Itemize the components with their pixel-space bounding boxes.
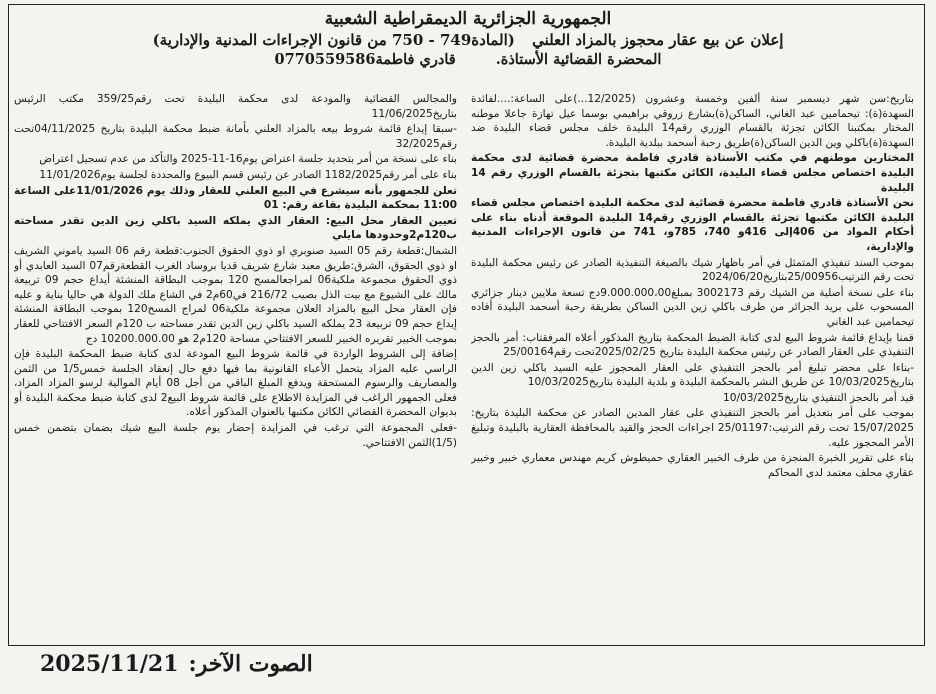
republic-title: الجمهورية الجزائرية الديمقراطية الشعبية	[324, 9, 612, 29]
paragraph: بموجب السند تنفيذي المتمثل في أمر باظهار شيك بالصيغة التنفيذية الصادر عن رئيس محكمة البليدة تحت رقم الترتيب25/00956بتاريخ2024/06/20	[471, 256, 914, 284]
paragraph: بناء على تقرير الخبرة المنجزة من طرف الخبير العقاري حميطوش كريم مهندس معماري خبير وخبير عقاري محلف معتمد لدى المحاكم	[471, 452, 914, 479]
paragraph: تعلن للجمهور بأنه سيشرع في البيع العلني للعقار وذلك يوم 11/01/2026على الساعة 11:00 بمحكمة البليدة بقاعة رقم: 01	[14, 184, 457, 212]
right-column	[471, 92, 914, 640]
paragraph: -فعلى المجموعة التي ترغب في المزايدة إحضار يوم جلسة البيع شيك بضمان بتضمن خمس (1/5)الثمن الافتتاحي.	[14, 422, 457, 449]
left-column	[14, 92, 457, 640]
bailiff-line	[30, 50, 906, 70]
paragraph: إضافة إلى الشروط الواردة في قائمة شروط البيع المودعة لدى كتابة ضبط المحكمة البليدة فإن الراسي عليه المزاد يتحمل الأعباء القانونية بما فيها دفع حال إنعقاد الجلسة خمس1/5 من الثمن والمصاريف والرسوم المستحقة ويدفع المبلغ الباقي من أجل 08 أيام الموالية لرسو المزاد المزاد، فعلى الجمهور الراغب في المزايدة الاطلاع على قائمة شروط البيع2 لدى كتابة ضبط محكمة البليدة أو بديوان المحضرة القضائي الكائن مكتبها بالعنوان المذكور أعلاه.	[14, 348, 457, 419]
paragraph: -بناءا على محضر تبليغ أمر بالحجز التنفيذي على العقار المحجوز عليه السيد باكلي زين الدين بتاريخ10/03/2025 عن طريق النشر بالمحكمة البليدة و بلدية البليدة بتاريخ10/03/2025	[471, 361, 914, 389]
paragraph: بموجب على أمر بتعديل أمر بالحجز التنفيذي على عقار المدين الصادر عن محكمة البليدة بتاريخ: 15/07/2025 تحت رقم الترتيب:25/01197 اجراءات الحجز والقيد بالمحافظة العقارية بالبليدة وتبليغ الأمر المحجوز عليه.	[471, 407, 914, 449]
title-article: (المادة749 - 750 من قانون الإجراءات المدنية والإدارية)	[152, 31, 515, 49]
paragraph: بناء على أمر رقم1182/2025 الصادر عن رئيس قسم البيوع والمحددة لجلسة يوم11/01/2026	[39, 168, 457, 181]
paragraph: بناء على نسخة أصلية من الشيك رقم 3002173 بمبلغ9.000.000،00دج تسعة ملايين دينار جزائري المسحوب على بريد الجزائر من طرف باكلي زين الدين الساكن بطريقة رحبة أسحمد البليدة أفاده تيحمامين عبد الغاني	[471, 286, 914, 328]
paragraph: الشمال:قطعة رقم 05 السيد صنوبري او ذوي الحقوق الجنوب:قطعة رقم 06 السيد ياموني الشريف او ذوي الحقوق، الشرق:طريق معبد شارع شريف قديا بروساد الغرب القطعةرقم07 السيد العابدي أو ذوي الحقوق مجموعة ملكية06 لمراجعالمسح 120 بموجب البطاقة المنشئة أيداع حجم 09 تربيعة مالك على الشيوع مع بيت الذل بصيب 216/72 في60م2 في الشاع ملك الدولة هي حاليا بناية و عليه فإن العقار محل البيع بالمزاد العلان مجموعة ملكية06 لمراج المسح120 بموجب البطاقة المنشئة إيداع حجم 09 تربيعة 23 يملكه السيد باكلي زين الدين تقدر مساحته ب 120م السعر الافتتاحي للعقار بموجب الخبير تقريره الخبير للسعر الافتتاحي مساحة 120م2 هو 10200.000.00 دج	[14, 244, 457, 345]
paragraph: والمجالس القضائية والمودعة لدى محكمة البليدة تحت رقم359/25 مكتب الرئيس بتاريخ11/06/2025	[14, 93, 457, 120]
publication-name: الصوت الآخر:	[188, 651, 313, 677]
header	[30, 8, 906, 70]
paragraph: بناء على نسخة من أمر بتحديد جلسة اعتراض يوم16-11-2025 والتأكد من عدم تسجيل اعتراض	[39, 153, 457, 166]
publication-date: 2025/11/21	[40, 651, 179, 677]
bailiff-name-phone: قادري فاطمة0770559586	[274, 51, 456, 68]
title-main: إعلان عن بيع عقار محجوز بالمزاد العلني	[532, 31, 784, 49]
announcement-title	[30, 30, 906, 50]
publication-footer	[40, 644, 860, 684]
paragraph: -سبقا إيداع قائمة شروط بيعه بالمزاد العلني بأمانة ضبط محكمة البليدة بتاريخ 04/11/2025تحت رقم32/2025	[14, 123, 457, 150]
paragraph: بتاريخ:سن شهر ديسمبر سنة ألفين وخمسة وعشرون (12/2025...)على الساعة:....لفائدة السهدة(ة): تيحمامين عبد الغاني، الساكن(ة)بشارع زروقي براهيمي بوسما عيل تهازة جاعلا موطنه المختار بمكتبنا الكائن تجزئة بالقسام الوزري رقم14 البليدة خلف مجلس قضاء البليدة ضد السهدة(ة)باكلي وين الدين الساكن(ة)طريق رحبة أسحمد ببلدية البليدة.	[471, 93, 914, 149]
paragraph: نحن الأستاذة قادري فاطمة محضرة قضائية لدى محكمة البليدة اختصاص مجلس قضاء البليدة الكائن مكتبها تجزئة بالقسام الوزري رقم14 البليدة الموقعة أدناه بناء على أحكام المواد من 406إلى 416و 740، 785و، 741 من قانون الإجراءات المدنية والإدارية،	[471, 197, 914, 253]
paragraph: تعيين العقار محل البيع: العقار الذي يملكه السيد باكلي زين الدين تقدر مساحته ب120م2وحدودها مايلي	[14, 214, 457, 242]
paragraph: المختارين موطنهم في مكتب الأستاذة قادري فاطمة محضرة قضائية لدى محكمة البليدة اختصاص مجلس قضاء البليدة، الكائن مكتبها بتجزئة بالقسام الوزري رقم 14 البليدة	[471, 152, 914, 194]
bailiff-office: المحضرة القضائية الأستاذة.	[495, 51, 662, 68]
paragraph: قمنا بإيداع قائمة شروط البيع لدى كتابة الضبط المحكمة بتاريخ المذكور أعلاه المرفقتاب: أمر بالحجز التنفيذي على العقار الصادر عن رئيس محكمة البليدة بتاريخ 2025/02/25تحت رقم25/00164	[471, 331, 914, 359]
body-columns	[14, 92, 914, 640]
paragraph: قيد أمر بالحجز التنفيذي بتاريخ10/03/2025	[723, 391, 914, 404]
